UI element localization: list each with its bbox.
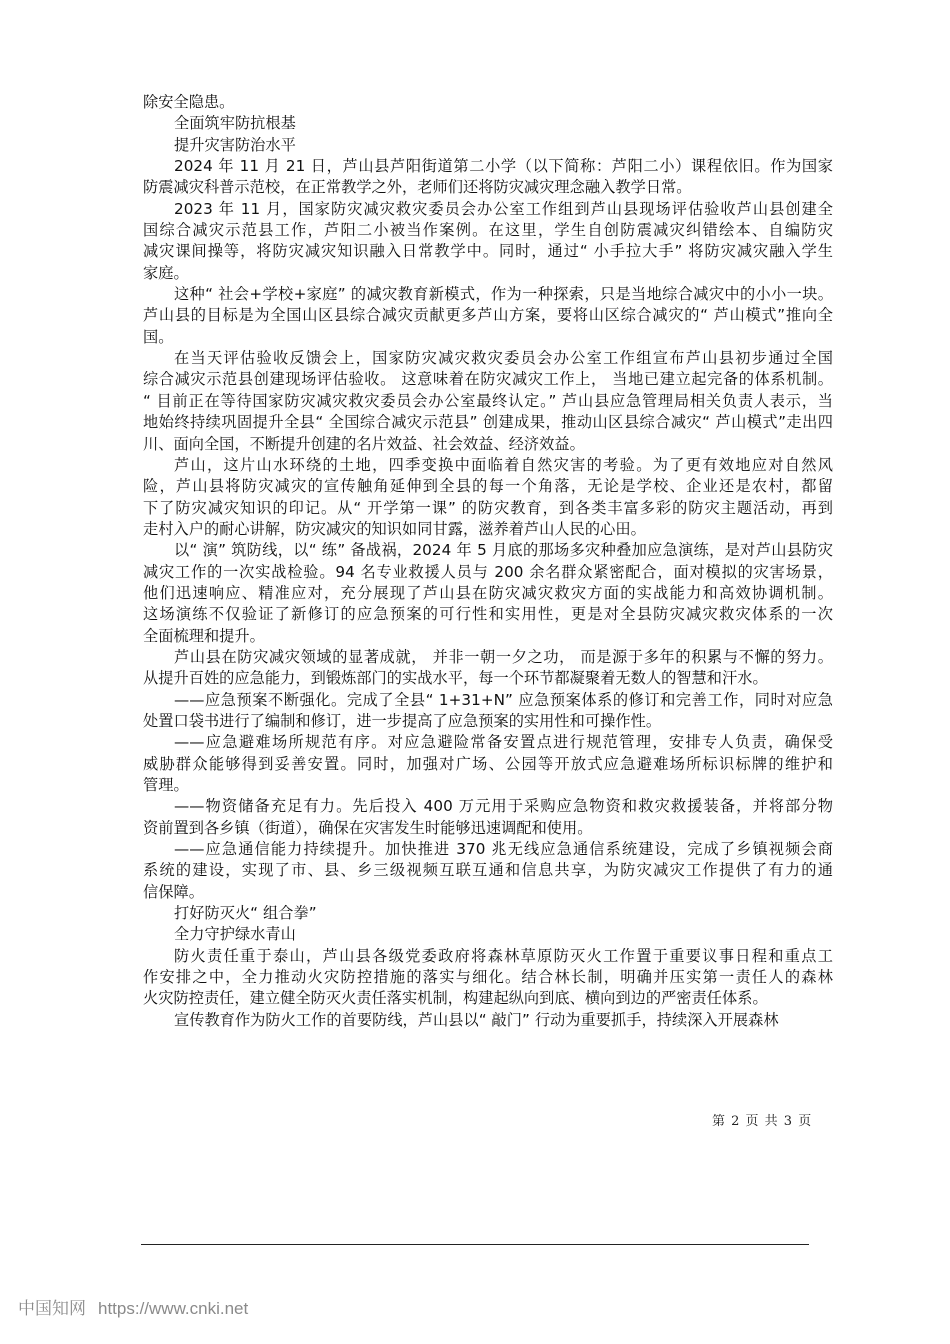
text-line: 管理。 bbox=[143, 776, 189, 794]
watermark bbox=[18, 1294, 248, 1319]
text-line: 芦山县的目标是为全国山区县综合减灾贡献更多芦山方案，要将山区综合减灾的“ 芦山模式”推向全 bbox=[143, 306, 833, 325]
page-indicator: 第 2 页 共 3 页 bbox=[712, 1114, 813, 1129]
text-line: 下了防灾减灾知识的印记。从“ 开学第一课” 的防灾教育，到各类丰富多彩的防灾主题活动，再到 bbox=[143, 498, 833, 517]
text-line: 防震减灾科普示范校，在正常教学之外，老师们还将防灾减灾理念融入教学日常。 bbox=[143, 178, 692, 197]
text-line: 威胁群众能够得到妥善安置。同时，加强对广场、公园等开放式应急避难场所标识标牌的维护和 bbox=[143, 754, 833, 773]
text-line: 作安排之中，全力推动火灾防控措施的落实与细化。结合林长制，明确并压实第一责任人的森林 bbox=[143, 968, 833, 987]
text-line: ——物资储备充足有力。先后投入 400 万元用于采购应急物资和救灾救援装备，并将部分物 bbox=[174, 797, 833, 816]
text-line: 火灾防控责任，建立健全防灭火责任落实机制，构建起纵向到底、横向到边的严密责任体系。 bbox=[143, 989, 768, 1008]
text-line: 他们迅速响应、精准应对，充分展现了芦山县在防灾减灾救灾方面的实战能力和高效协调机制。 bbox=[143, 583, 833, 602]
text-line: 资前置到各乡镇（街道），确保在灾害发生时能够迅速调配和使用。 bbox=[143, 818, 593, 837]
text-line: ——应急通信能力持续提升。加快推进 370 兆无线应急通信系统建设，完成了乡镇视频会商 bbox=[174, 840, 833, 859]
text-line: “ 目前正在等待国家防灾减灾救灾委员会办公室最终认定。” 芦山县应急管理局相关负责人表示，当 bbox=[143, 391, 833, 410]
text-line: 系统的建设，实现了市、县、乡三级视频互联互通和信息共享，为防灾减灾工作提供了有力的通 bbox=[143, 861, 833, 880]
text-line: ——应急预案不断强化。完成了全县“ 1+31+N” 应急预案体系的修订和完善工作，同时对应急 bbox=[174, 690, 833, 709]
text-line: 综合减灾示范县创建现场评估验收。 这意味着在防灾减灾工作上， 当地已建立起完备的体系机制。 bbox=[143, 370, 833, 389]
text-line: 全面筑牢防抗根基 bbox=[174, 114, 296, 133]
text-line: 以“ 演” 筑防线，以“ 练” 备战祸，2024 年 5 月底的那场多灾种叠加应急演练，是对芦山县防灾 bbox=[174, 541, 833, 560]
text-line: 国。 bbox=[143, 327, 174, 346]
text-line: 全面梳理和提升。 bbox=[143, 626, 265, 645]
text-line: 除安全隐患。 bbox=[143, 93, 235, 111]
text-line: 2023 年 11 月，国家防灾减灾救灾委员会办公室工作组到芦山县现场评估验收芦山县创建全 bbox=[174, 199, 833, 218]
text-line: 地始终持续巩固提升全县“ 全国综合减灾示范县” 创建成果，推动山区县综合减灾“ 芦山模式”走出四 bbox=[143, 413, 833, 432]
text-line: 在当天评估验收反馈会上，国家防灾减灾救灾委员会办公室工作组宣布芦山县初步通过全国 bbox=[174, 349, 833, 368]
watermark-brand: 中国知网 bbox=[18, 1299, 86, 1318]
text-line: 防火责任重于泰山，芦山县各级党委政府将森林草原防灭火工作置于重要议事日程和重点工 bbox=[174, 946, 833, 965]
text-line: 减灾工作的一次实战检验。94 名专业救援人员与 200 余名群众紧密配合，面对模拟的灾害场景， bbox=[143, 562, 833, 581]
watermark-url: https://www.cnki.net bbox=[98, 1299, 249, 1318]
text-line: 这种“ 社会+学校+家庭” 的减灾教育新模式，作为一种探索，只是当地综合减灾中的小小一块。 bbox=[174, 285, 833, 304]
text-line: 处置口袋书进行了编制和修订，进一步提高了应急预案的实用性和可操作性。 bbox=[143, 711, 662, 730]
text-line: 从提升百姓的应急能力，到锻炼部门的实战水平，每一个环节都凝聚着无数人的智慧和汗水。 bbox=[143, 669, 768, 688]
text-line: 2024 年 11 月 21 日，芦山县芦阳街道第二小学（以下简称：芦阳二小）课程依旧。作为国家 bbox=[174, 157, 833, 176]
text-line: 川、面向全国，不断提升创建的名片效益、社会效益、经济效益。 bbox=[143, 434, 585, 453]
text-line: 宣传教育作为防火工作的首要防线，芦山县以“ 敲门” 行动为重要抓手，持续深入开展森林 bbox=[174, 1010, 779, 1029]
text-line: 芦山县在防灾减灾领域的显著成就， 并非一朝一夕之功， 而是源于多年的积累与不懈的努力。 bbox=[174, 647, 833, 666]
text-line: 这场演练不仅验证了新修订的应急预案的可行性和实用性，更是对全县防灾减灾救灾体系的一次 bbox=[143, 605, 833, 624]
text-line: 走村入户的耐心讲解，防灾减灾的知识如同甘露，滋养着芦山人民的心田。 bbox=[143, 519, 646, 538]
article-body bbox=[143, 92, 833, 1031]
text-line: 信保障。 bbox=[143, 882, 204, 901]
text-line: 家庭。 bbox=[143, 263, 189, 282]
text-line: 打好防灭火“ 组合拳” bbox=[174, 904, 317, 923]
footer-divider bbox=[141, 1244, 809, 1245]
text-line: 国综合减灾示范县工作，芦阳二小被当作案例。在这里，学生自创防震减灾纠错绘本、自编防灾 bbox=[143, 221, 833, 240]
text-line: 险，芦山县将防灾减灾的宣传触角延伸到全县的每一个角落，无论是学校、企业还是农村，都留 bbox=[143, 477, 833, 496]
text-line: ——应急避难场所规范有序。对应急避险常备安置点进行规范管理，安排专人负责，确保受 bbox=[174, 733, 833, 752]
text-line: 减灾课间操等，将防灾减灾知识融入日常教学中。同时，通过“ 小手拉大手” 将防灾减灾融入学生 bbox=[143, 242, 833, 261]
text-line: 提升灾害防治水平 bbox=[174, 135, 296, 154]
text-line: 芦山，这片山水环绕的土地，四季变换中面临着自然灾害的考验。为了更有效地应对自然风 bbox=[174, 455, 833, 474]
text-line: 全力守护绿水青山 bbox=[174, 925, 296, 944]
